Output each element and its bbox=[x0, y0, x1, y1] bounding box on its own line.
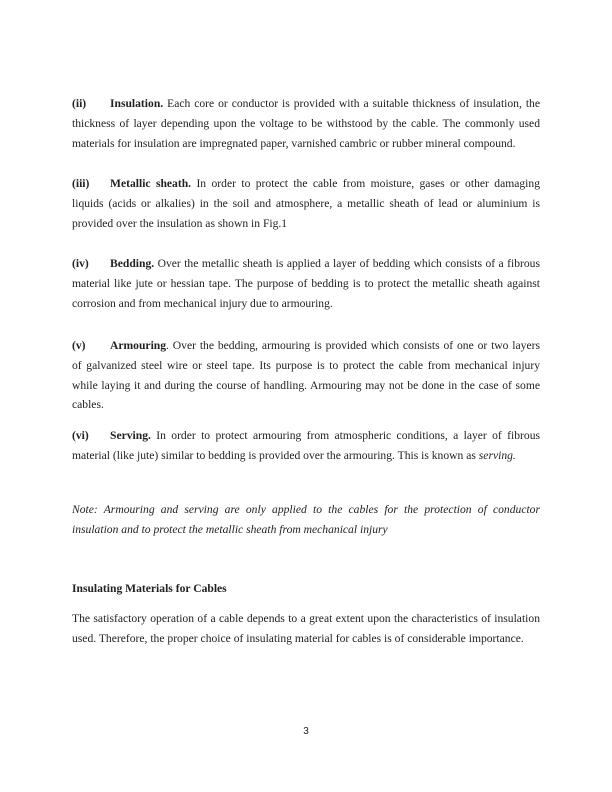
note: Note: Armouring and serving are only applied to the cables for the protection of conductor insulation and to protect the metallic sheath from mechanical injury bbox=[72, 503, 540, 536]
section-number: (ii) bbox=[72, 97, 87, 110]
section-bedding bbox=[72, 254, 540, 313]
section-number: (iv) bbox=[72, 257, 89, 270]
section-text: Each core or conductor is provided with a suitable thickness of insulation, the thickness of layer depending upon the voltage to be withstood by the cable. The commonly used materials for insulation are impregnated paper, varnished cambric or rubber mineral compound. bbox=[72, 97, 540, 150]
section-title: Metallic sheath. bbox=[110, 177, 192, 190]
section-armouring bbox=[72, 336, 540, 415]
section-text: In order to protect armouring from atmospheric conditions, a layer of fibrous material (like jute) similar to bedding is provided over the armouring. This is known as bbox=[72, 429, 540, 462]
section-number: (vi) bbox=[72, 429, 89, 442]
section-text: Over the metallic sheath is applied a layer of bedding which consists of a fibrous material like jute or hessian tape. The purpose of bedding is to protect the metallic sheath against corrosion and from mechanical injury due to armouring. bbox=[72, 257, 540, 310]
section-serving bbox=[72, 426, 540, 466]
page-number: 3 bbox=[303, 726, 309, 737]
section-number: (iii) bbox=[72, 177, 90, 190]
section-emphasis: serving. bbox=[478, 448, 516, 462]
section-title: Armouring bbox=[110, 339, 167, 352]
section-title: Insulation. bbox=[110, 97, 164, 110]
section-insulation bbox=[72, 94, 540, 153]
section-text: . Over the bedding, armouring is provided which consists of one or two layers of galvanized steel wire or steel tape. Its purpose is to protect the cable from mechanical injury while laying it and during the course of handling. Armouring may not be done in the case of some cables. bbox=[72, 339, 540, 412]
section-text: In order to protect the cable from moisture, gases or other damaging liquids (acids or alkalies) in the soil and atmosphere, a metallic sheath of lead or aluminium is provided over the insulation as shown in Fig.1 bbox=[72, 177, 540, 230]
section-metallic-sheath bbox=[72, 174, 540, 233]
section-heading: Insulating Materials for Cables bbox=[72, 582, 227, 595]
section-title: Serving. bbox=[110, 429, 151, 442]
body-paragraph: The satisfactory operation of a cable depends to a great extent upon the characteristics of insulation used. Therefore, the proper choice of insulating material for cables is of considerable importance. bbox=[72, 612, 540, 645]
section-title: Bedding. bbox=[110, 257, 155, 270]
section-number: (v) bbox=[72, 339, 86, 352]
